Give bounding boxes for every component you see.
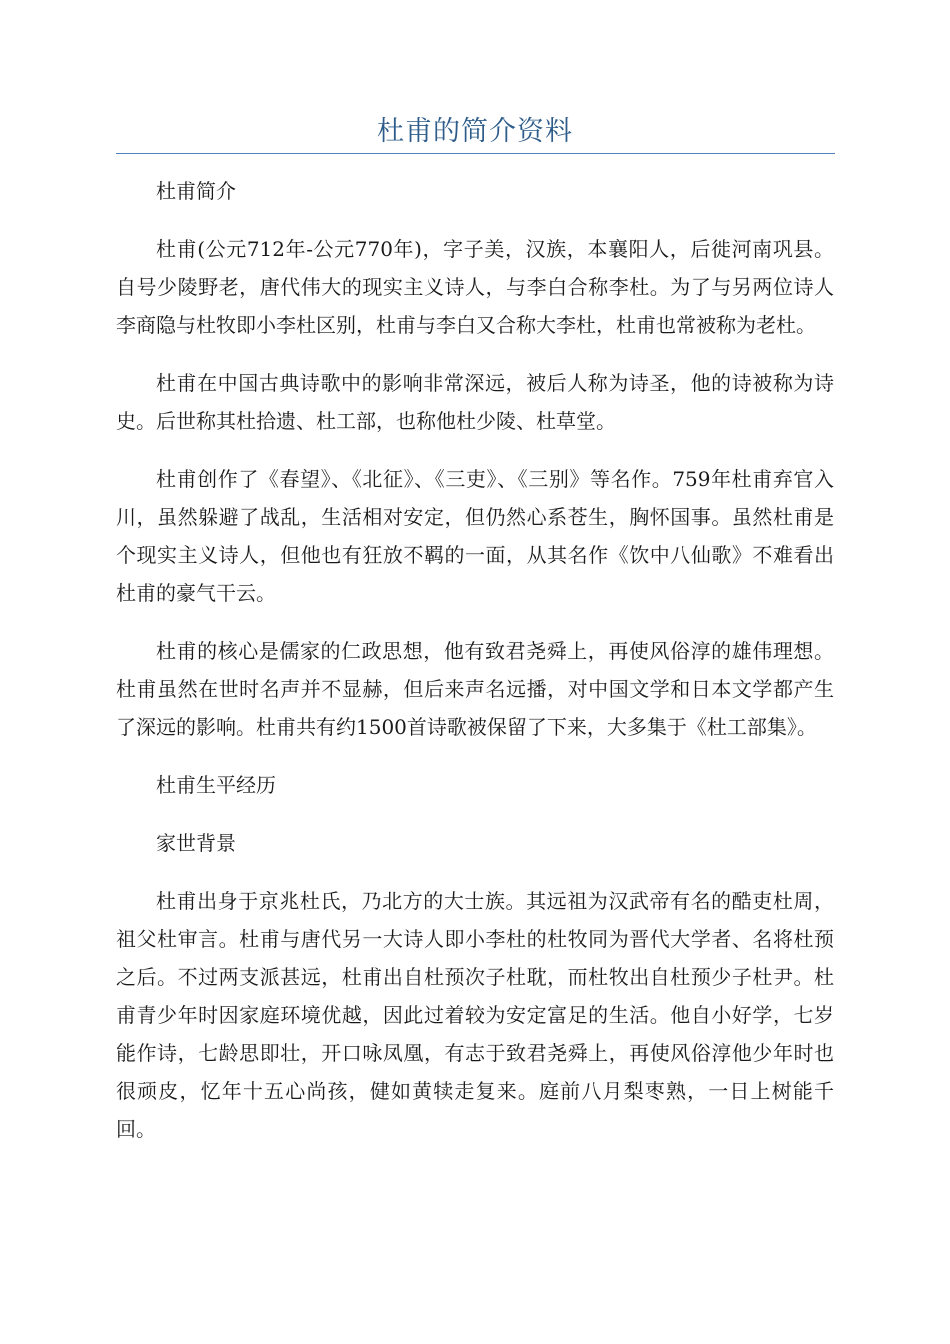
paragraph-works: 杜甫创作了《春望》、《北征》、《三吏》、《三别》等名作。759年杜甫弃官入川，虽然躲避了战乱，生活相对安定，但仍然心系苍生，胸怀国事。虽然杜甫是个现实主义诗人，但他也有狂放不羁的一面，从其名作《饮中八仙歌》不难看出杜甫的豪气干云。	[116, 467, 834, 605]
heading-life-experience: 杜甫生平经历	[156, 773, 276, 797]
paragraph-basic-info: 杜甫(公元712年-公元770年)，字子美，汉族，本襄阳人，后徙河南巩县。自号少陵野老，唐代伟大的现实主义诗人，与李白合称李杜。为了与另两位诗人李商隐与杜牧即小李杜区别，杜甫与李白又合称大李杜，杜甫也常被称为老杜。	[116, 237, 834, 337]
document-title: 杜甫的简介资料	[377, 116, 573, 147]
heading-family-background: 家世背景	[156, 831, 236, 855]
paragraph-ideals: 杜甫的核心是儒家的仁政思想，他有致君尧舜上，再使风俗淳的雄伟理想。杜甫虽然在世时名声并不显赫，但后来声名远播，对中国文学和日本文学都产生了深远的影响。杜甫共有约1500首诗歌被保留了下来，大多集于《杜工部集》。	[116, 639, 834, 739]
document-body	[116, 172, 834, 1168]
title-underline	[116, 153, 835, 154]
paragraph-family-background: 杜甫出身于京兆杜氏，乃北方的大士族。其远祖为汉武帝有名的酷吏杜周，祖父杜审言。杜甫与唐代另一大诗人即小李杜的杜牧同为晋代大学者、名将杜预之后。不过两支派甚远，杜甫出自杜预次子杜耽，而杜牧出自杜预少子杜尹。杜甫青少年时因家庭环境优越，因此过着较为安定富足的生活。他自小好学，七岁能作诗，七龄思即壮，开口咏凤凰，有志于致君尧舜上，再使风俗淳他少年时也很顽皮，忆年十五心尚孩，健如黄犊走复来。庭前八月梨枣熟，一日上树能千回。	[116, 889, 834, 1141]
heading-introduction: 杜甫简介	[156, 179, 236, 203]
paragraph-influence: 杜甫在中国古典诗歌中的影响非常深远，被后人称为诗圣，他的诗被称为诗史。后世称其杜拾遗、杜工部，也称他杜少陵、杜草堂。	[116, 371, 834, 433]
